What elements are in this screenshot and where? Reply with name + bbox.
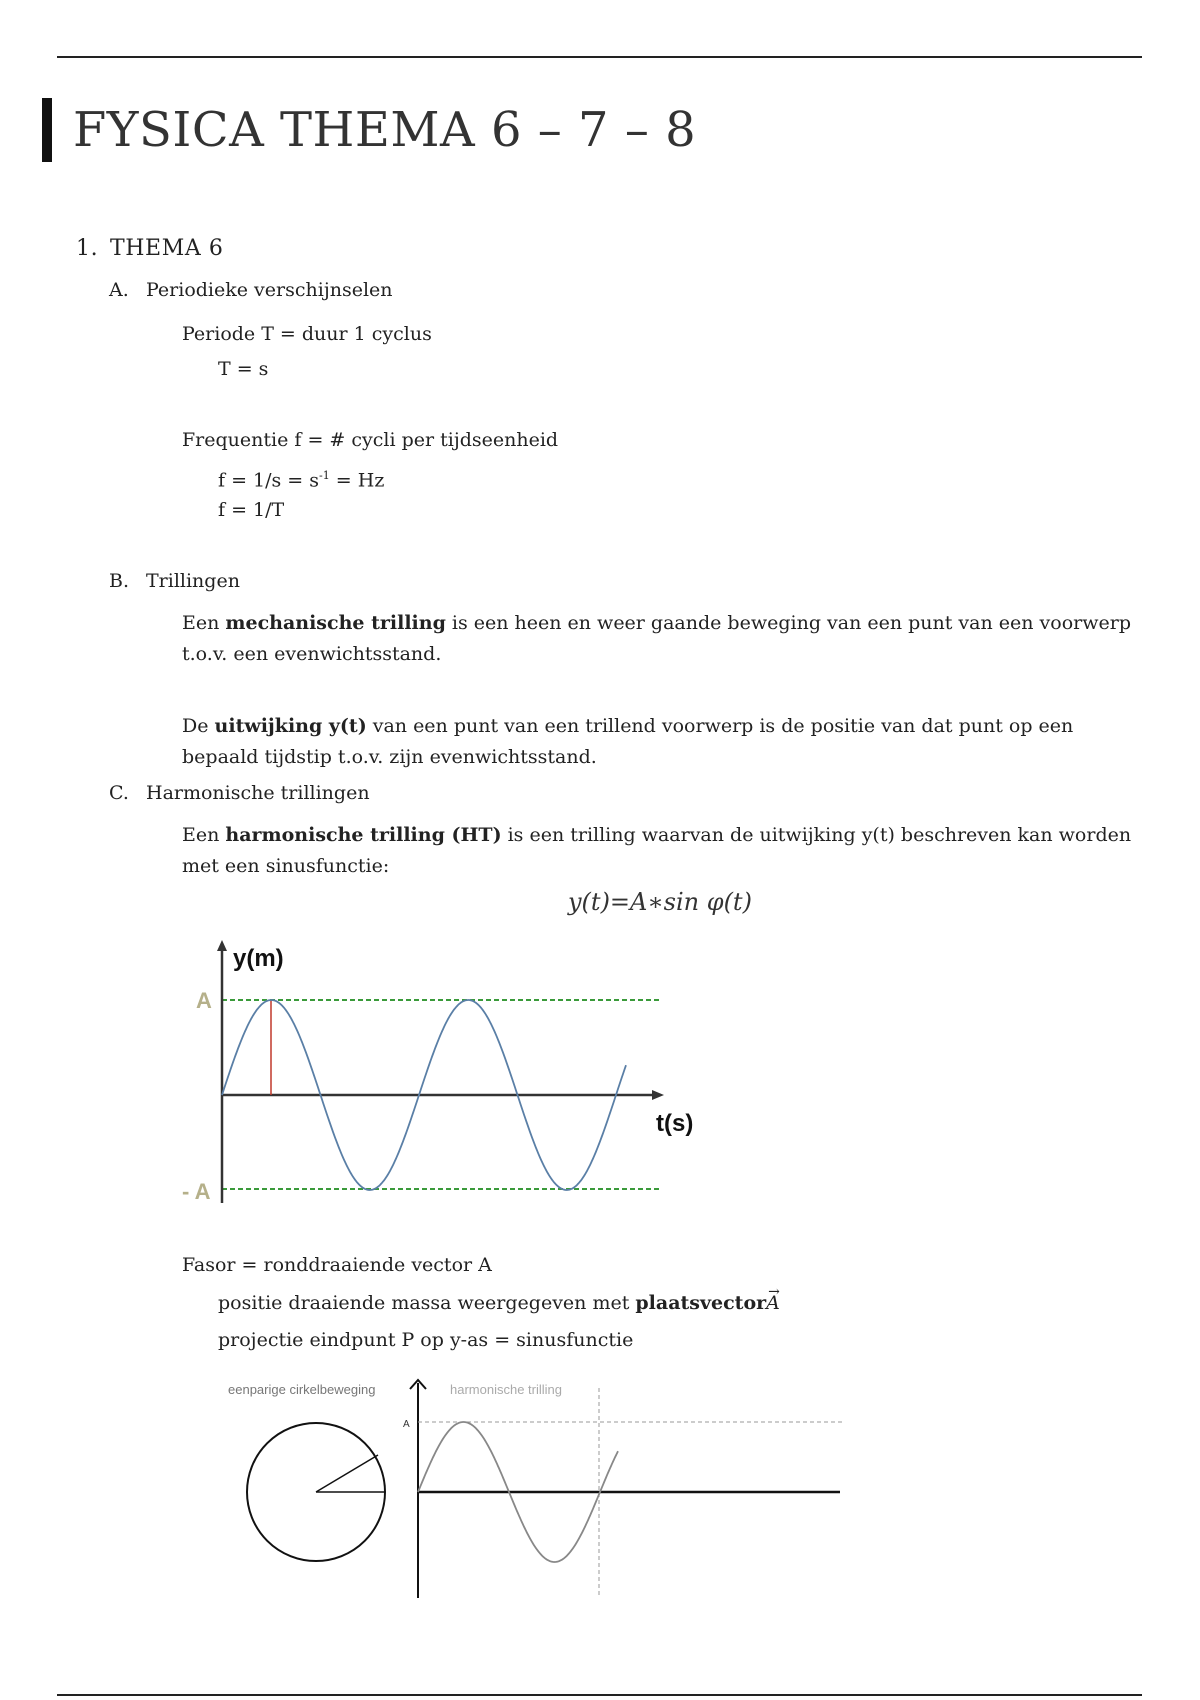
frequentie-formula: f = 1/T: [218, 499, 285, 521]
p2-term: uitwijking y(t): [214, 715, 367, 737]
bottom-rule: [57, 1694, 1142, 1696]
harmonic-caption: harmonische trilling: [450, 1382, 562, 1397]
sub-b-letter: B.: [109, 570, 130, 592]
y-axis-label: y(m): [233, 945, 284, 972]
frequentie-line: Frequentie f = # cycli per tijdseenheid: [182, 429, 559, 451]
p1-term: mechanische trilling: [225, 612, 446, 634]
plaatsvector-term: plaatsvector: [635, 1292, 767, 1314]
c-text: Een: [182, 824, 226, 846]
freq-unit-hz: = Hz: [329, 469, 385, 492]
sub-a-letter: A.: [109, 279, 129, 301]
p1-text: is een heen en weer gaande beweging van een punt van een voorwerp t.o.v. een evenwichtsstand.: [182, 612, 1131, 665]
p2-text: van een punt van een trillend voorwerp is de positie van dat punt op een bepaald tijdstip t.o.v. zijn evenwichtsstand.: [182, 715, 1074, 768]
section-heading: THEMA 6: [110, 236, 224, 261]
top-rule: [57, 56, 1142, 58]
periode-unit: T = s: [218, 358, 269, 380]
circle-motion-caption: eenparige cirkelbeweging: [228, 1382, 376, 1397]
sub-c-heading: Harmonische trillingen: [146, 782, 370, 804]
sub-a-heading: Periodieke verschijnselen: [146, 279, 393, 301]
projectie-line: projectie eindpunt P op y-as = sinusfunctie: [218, 1329, 634, 1351]
page-title: FYSICA THEMA 6 – 7 – 8: [73, 102, 697, 158]
amplitude-label: A: [196, 988, 212, 1013]
fasor-diagram: [218, 1363, 868, 1603]
negative-amplitude-label: - A: [182, 1179, 211, 1204]
plaatsvector-line: [218, 1290, 780, 1316]
y-axis-arrow: [217, 940, 227, 951]
sinus-formula: y(t)=A∗sin φ(t): [568, 888, 752, 916]
x-axis-label: t(s): [656, 1110, 694, 1137]
frequentie-unit: [218, 463, 384, 493]
periode-line: Periode T = duur 1 cyclus: [182, 323, 432, 345]
c-term: harmonische trilling (HT): [225, 824, 502, 846]
uitwijking-paragraph: [182, 711, 1132, 773]
harmonische-trilling-paragraph: [182, 820, 1132, 882]
title-accent-bar: [42, 98, 52, 162]
c-text: is een trilling waarvan de uitwijking y(t) beschreven kan worden met een sinusfunctie:: [182, 824, 1132, 877]
amplitude-label-small: A: [403, 1419, 410, 1430]
fasor-line: Fasor = ronddraaiende vector A: [182, 1254, 492, 1276]
vector-a-symbol: → A: [766, 1292, 780, 1314]
harmonic-oscillation-graph: [170, 935, 710, 1210]
sub-c-letter: C.: [109, 782, 129, 804]
section-number: 1.: [76, 236, 99, 261]
sub-b-heading: Trillingen: [146, 570, 240, 592]
p2-text: De: [182, 715, 215, 737]
x-axis-arrow: [652, 1090, 664, 1100]
freq-unit-exponent: -1: [319, 469, 330, 482]
plaatsvector-text: positie draaiende massa weergegeven met: [218, 1292, 636, 1314]
mechanische-trilling-paragraph: [182, 608, 1132, 670]
p1-text: Een: [182, 612, 226, 634]
freq-unit-base: f = 1/s = s: [218, 469, 320, 492]
